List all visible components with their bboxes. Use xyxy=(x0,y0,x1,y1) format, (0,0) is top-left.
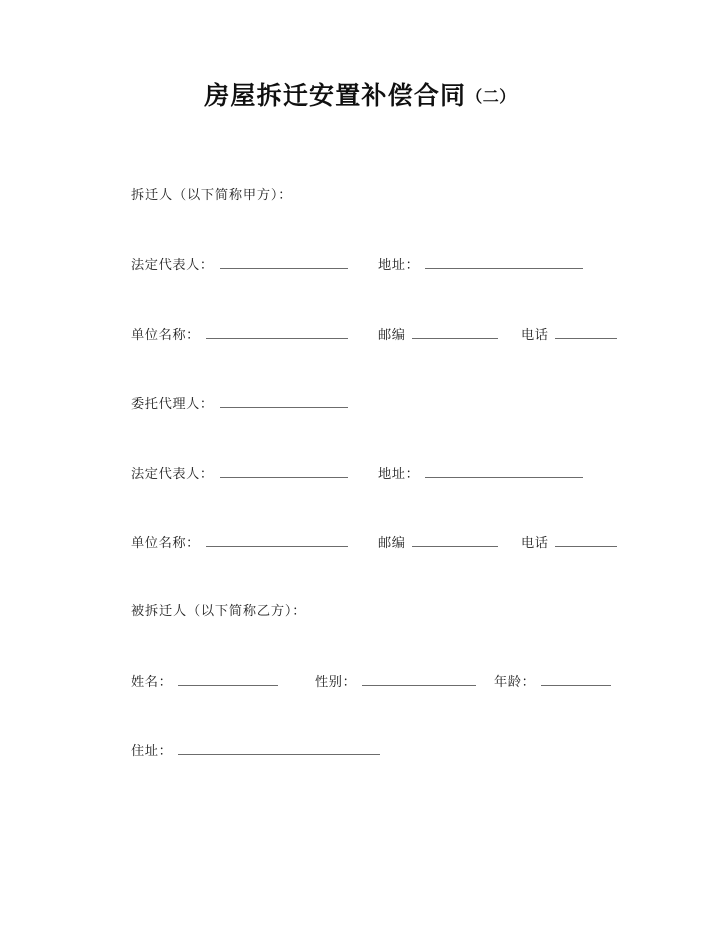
field-party-b-heading-label xyxy=(131,602,306,622)
form-row-party-a-heading xyxy=(131,186,620,255)
label-age-b: 年龄： xyxy=(494,674,536,690)
field-legal-representative-agent[interactable] xyxy=(131,464,348,485)
blank-line-legal-representative-a[interactable] xyxy=(220,255,348,269)
page-title xyxy=(0,76,720,112)
blank-line-telephone-agent[interactable] xyxy=(555,533,617,547)
label-unit-name-agent: 单位名称： xyxy=(131,535,200,551)
label-residence-address-b: 住址： xyxy=(131,744,173,760)
blank-line-name-b[interactable] xyxy=(178,672,278,686)
label-legal-representative-a: 法定代表人： xyxy=(131,258,214,274)
contract-form-body xyxy=(131,186,620,811)
label-gender-b: 性别： xyxy=(315,674,357,690)
field-address-a[interactable] xyxy=(378,255,583,276)
label-legal-representative-agent: 法定代表人： xyxy=(131,466,214,482)
label-postcode-agent: 邮编 xyxy=(378,535,406,551)
blank-line-gender-b[interactable] xyxy=(362,672,476,686)
form-row-party-b-heading xyxy=(131,602,620,671)
field-entrusted-agent-a[interactable] xyxy=(131,394,348,415)
label-address-a: 地址： xyxy=(378,258,420,274)
field-age-b[interactable] xyxy=(494,672,611,693)
form-row-agent-legal-rep xyxy=(131,464,620,533)
label-unit-name-a: 单位名称： xyxy=(131,327,200,343)
field-address-agent[interactable] xyxy=(378,464,583,485)
blank-line-telephone-a[interactable] xyxy=(555,325,617,339)
blank-line-postcode-agent[interactable] xyxy=(412,533,498,547)
page-title-main: 房屋拆迁安置补偿合同 xyxy=(204,81,467,110)
label-telephone-agent: 电话 xyxy=(521,535,549,551)
field-telephone-agent[interactable] xyxy=(521,533,617,554)
field-residence-address-b[interactable] xyxy=(131,741,380,762)
field-party-a-heading-label xyxy=(131,186,292,206)
field-unit-name-a[interactable] xyxy=(131,325,348,346)
field-postcode-a[interactable] xyxy=(378,325,498,346)
form-row-party-a-legal-rep xyxy=(131,255,620,324)
form-row-agent-unit xyxy=(131,533,620,602)
form-row-party-b-residence xyxy=(131,741,620,810)
blank-line-entrusted-agent-a[interactable] xyxy=(220,394,348,408)
blank-line-unit-name-agent[interactable] xyxy=(206,533,348,547)
form-row-party-b-identity xyxy=(131,672,620,741)
label-party-b-heading-label: 被拆迁人（以下简称乙方）： xyxy=(131,604,307,620)
blank-line-age-b[interactable] xyxy=(541,672,611,686)
form-row-party-a-unit xyxy=(131,325,620,394)
blank-line-residence-address-b[interactable] xyxy=(178,741,380,755)
field-postcode-agent[interactable] xyxy=(378,533,498,554)
field-name-b[interactable] xyxy=(131,672,278,693)
blank-line-address-agent[interactable] xyxy=(425,464,583,478)
label-entrusted-agent-a: 委托代理人： xyxy=(131,397,214,413)
blank-line-legal-representative-agent[interactable] xyxy=(220,464,348,478)
field-unit-name-agent[interactable] xyxy=(131,533,348,554)
blank-line-postcode-a[interactable] xyxy=(412,325,498,339)
blank-line-unit-name-a[interactable] xyxy=(206,325,348,339)
field-telephone-a[interactable] xyxy=(521,325,617,346)
label-party-a-heading-label: 拆迁人（以下简称甲方）： xyxy=(131,188,293,203)
blank-line-address-a[interactable] xyxy=(425,255,583,269)
page-title-suffix: （二） xyxy=(466,87,516,106)
label-telephone-a: 电话 xyxy=(521,327,549,343)
label-postcode-a: 邮编 xyxy=(378,327,406,343)
label-name-b: 姓名： xyxy=(131,674,173,690)
field-legal-representative-a[interactable] xyxy=(131,255,348,276)
form-row-party-a-agent xyxy=(131,394,620,463)
field-gender-b[interactable] xyxy=(315,672,476,693)
label-address-agent: 地址： xyxy=(378,466,420,482)
